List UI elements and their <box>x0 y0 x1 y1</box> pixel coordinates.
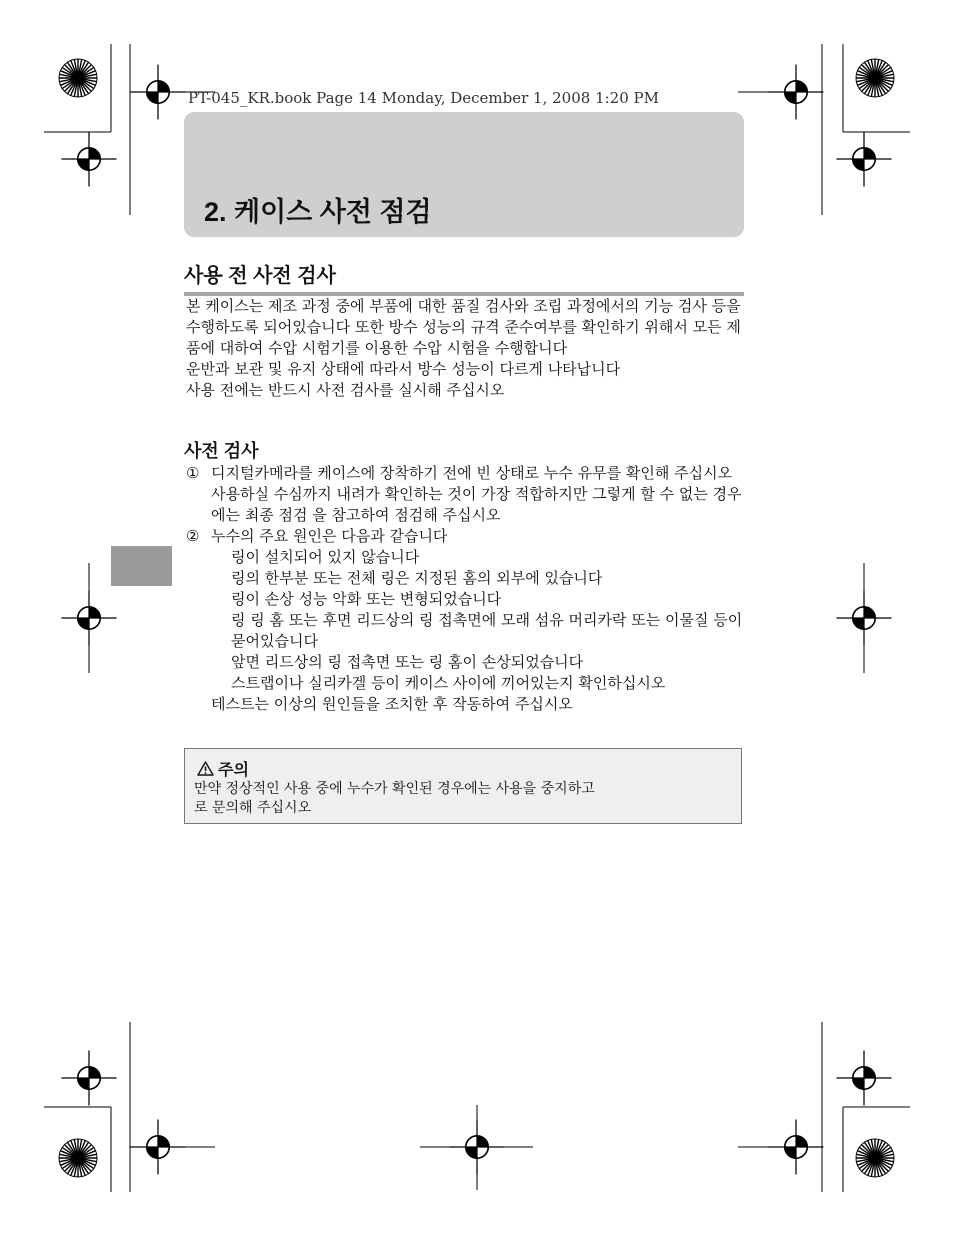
caution-heading <box>197 757 249 780</box>
intro-paragraph: 본 케이스는 제조 과정 중에 부품에 대한 품질 검사와 조립 과정에서의 기능 검사 등을 수행하도록 되어있습니다 또한 방수 성능의 규격 준수여부를 확인하기 위해서 모든 제품에 대하여 수압 시험기를 이용한 수압 시험을 수행합니다 <box>186 297 741 357</box>
check-item <box>186 463 746 526</box>
section-heading: 사용 전 사전 검사 <box>184 259 744 296</box>
check-list <box>186 463 746 715</box>
caution-line: 만약 정상적인 사용 중에 누수가 확인된 경우에는 사용을 중지하고 <box>194 781 595 797</box>
book-header: PT-045_KR.book Page 14 Monday, December 1, 2008 1:20 PM <box>188 89 659 107</box>
cause-item: 스트랩이나 실리카겔 등이 케이스 사이에 끼어있는지 확인하십시오 <box>231 674 666 692</box>
warning-triangle-icon <box>197 761 214 776</box>
check-number: ② <box>186 527 200 545</box>
check-tail-text: 테스트는 이상의 원인들을 조치한 후 작동하여 주십시오 <box>211 695 573 713</box>
cause-item: 링이 설치되어 있지 않습니다 <box>231 548 420 566</box>
caution-text <box>194 780 724 818</box>
check-text: 디지털카메라를 케이스에 장착하기 전에 빈 상태로 누수 유무를 확인해 주십시오 사용하실 수심까지 내려가 확인하는 것이 가장 적합하지만 그렇게 할 수 없는 경우에는 최종 점검 을 참고하여 점검해 주십시오 <box>211 464 742 524</box>
cause-item: 링이 손상 성능 악화 또는 변형되었습니다 <box>231 590 502 608</box>
cause-list <box>211 547 746 694</box>
intro-text <box>186 296 746 401</box>
caution-box <box>184 748 742 824</box>
caution-label: 주의 <box>218 760 249 779</box>
check-number: ① <box>186 464 200 482</box>
cause-item: 링의 한부분 또는 전체 링은 지정된 홈의 외부에 있습니다 <box>231 569 603 587</box>
subheading: 사전 검사 <box>184 441 259 461</box>
caution-line: 로 문의해 주십시오 <box>194 800 312 816</box>
check-text: 누수의 주요 원인은 다음과 같습니다 <box>211 527 448 545</box>
chapter-side-tab <box>111 546 172 586</box>
chapter-title: 2. 케이스 사전 점검 <box>204 197 432 227</box>
check-item <box>186 526 746 715</box>
cause-item: 링 링 홈 또는 후면 리드상의 링 접촉면에 모래 섬유 머리카락 또는 이물질 등이 묻어있습니다 <box>231 611 743 650</box>
cause-item: 앞면 리드상의 링 접촉면 또는 링 홈이 손상되었습니다 <box>231 653 584 671</box>
intro-paragraph: 운반과 보관 및 유지 상태에 따라서 방수 성능이 다르게 나타납니다 <box>186 360 621 378</box>
chapter-title-band <box>184 112 744 237</box>
intro-paragraph: 사용 전에는 반드시 사전 검사를 실시해 주십시오 <box>186 381 505 399</box>
